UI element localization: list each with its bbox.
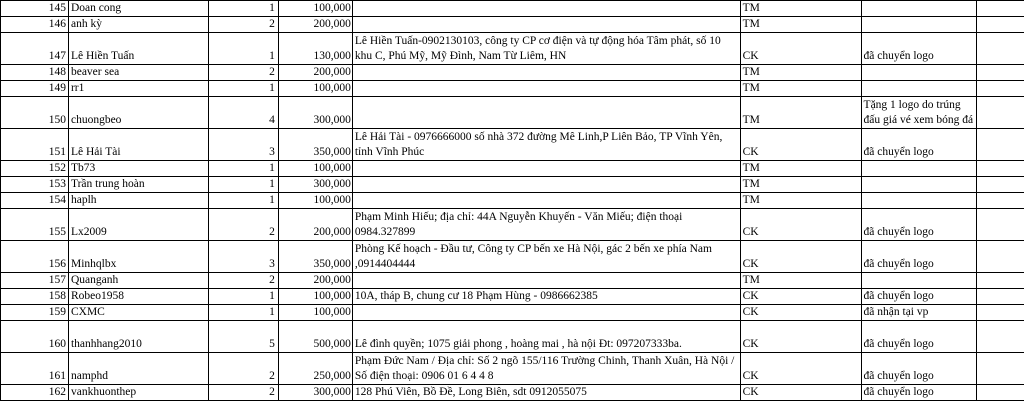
cell-customer-name[interactable]: namphd bbox=[68, 353, 208, 385]
cell-amount[interactable]: 100,000 bbox=[278, 161, 352, 177]
cell-customer-name[interactable]: Tb73 bbox=[68, 161, 208, 177]
cell-row-number[interactable]: 159 bbox=[1, 305, 69, 321]
cell-quantity[interactable]: 1 bbox=[208, 289, 278, 305]
table-row bbox=[1, 385, 1024, 401]
cell-empty[interactable] bbox=[977, 209, 1024, 241]
cell-empty[interactable] bbox=[977, 65, 1024, 81]
cell-amount[interactable]: 300,000 bbox=[278, 97, 352, 129]
cell-address[interactable]: Phạm Minh Hiếu; địa chỉ: 44A Nguyễn Khuyến - Văn Miếu; điện thoại 0984.327899 bbox=[352, 209, 740, 241]
cell-row-number[interactable]: 154 bbox=[1, 193, 69, 209]
table-row bbox=[1, 1, 1024, 17]
cell-customer-name[interactable]: CXMC bbox=[68, 305, 208, 321]
cell-quantity[interactable]: 4 bbox=[208, 97, 278, 129]
cell-customer-name[interactable]: Quanganh bbox=[68, 273, 208, 289]
cell-payment-method[interactable]: CK bbox=[740, 353, 861, 385]
cell-row-number[interactable]: 157 bbox=[1, 273, 69, 289]
cell-empty[interactable] bbox=[977, 273, 1024, 289]
cell-address[interactable]: Phạm Đức Nam / Địa chỉ: Số 2 ngõ 155/116 Trường Chinh, Thanh Xuân, Hà Nội / Số điện thoại: 0906 01 6 4 4 8 bbox=[352, 353, 740, 385]
cell-empty[interactable] bbox=[977, 193, 1024, 209]
cell-address[interactable] bbox=[352, 65, 740, 81]
cell-amount[interactable]: 200,000 bbox=[278, 273, 352, 289]
cell-address[interactable] bbox=[352, 97, 740, 129]
cell-empty[interactable] bbox=[977, 81, 1024, 97]
cell-quantity[interactable]: 1 bbox=[208, 81, 278, 97]
cell-customer-name[interactable]: Doan cong bbox=[68, 1, 208, 17]
cell-row-number[interactable]: 151 bbox=[1, 129, 69, 161]
cell-note[interactable] bbox=[861, 65, 977, 81]
cell-payment-method[interactable]: CK bbox=[740, 289, 861, 305]
cell-empty[interactable] bbox=[977, 97, 1024, 129]
cell-address[interactable] bbox=[352, 193, 740, 209]
cell-amount[interactable]: 300,000 bbox=[278, 177, 352, 193]
cell-quantity[interactable]: 2 bbox=[208, 17, 278, 33]
table-row bbox=[1, 129, 1024, 161]
cell-row-number[interactable]: 160 bbox=[1, 321, 69, 353]
cell-amount[interactable]: 100,000 bbox=[278, 193, 352, 209]
cell-amount[interactable]: 200,000 bbox=[278, 17, 352, 33]
cell-address[interactable]: Lê Hải Tài - 0976666000 số nhà 372 đường Mê Linh,P Liên Bảo, TP Vĩnh Yên, tỉnh Vĩnh Phúc bbox=[352, 129, 740, 161]
cell-note[interactable] bbox=[861, 193, 977, 209]
cell-payment-method[interactable]: TM bbox=[740, 273, 861, 289]
cell-note[interactable]: đã chuyển logo bbox=[861, 385, 977, 401]
table-row bbox=[1, 273, 1024, 289]
cell-empty[interactable] bbox=[977, 241, 1024, 273]
table-row bbox=[1, 209, 1024, 241]
cell-quantity[interactable]: 2 bbox=[208, 209, 278, 241]
table-row bbox=[1, 353, 1024, 385]
cell-amount[interactable]: 100,000 bbox=[278, 81, 352, 97]
cell-note[interactable]: đã chuyển logo bbox=[861, 321, 977, 353]
cell-amount[interactable]: 250,000 bbox=[278, 353, 352, 385]
cell-row-number[interactable]: 162 bbox=[1, 385, 69, 401]
cell-note[interactable] bbox=[861, 177, 977, 193]
cell-payment-method[interactable]: TM bbox=[740, 81, 861, 97]
cell-note[interactable]: đã nhận tại vp bbox=[861, 305, 977, 321]
cell-note[interactable] bbox=[861, 161, 977, 177]
cell-note[interactable]: đã chuyển logo bbox=[861, 289, 977, 305]
cell-customer-name[interactable]: thanhhang2010 bbox=[68, 321, 208, 353]
cell-note[interactable]: đã chuyển logo bbox=[861, 209, 977, 241]
cell-amount[interactable]: 130,000 bbox=[278, 33, 352, 65]
cell-customer-name[interactable]: Lê Hải Tài bbox=[68, 129, 208, 161]
table-row bbox=[1, 289, 1024, 305]
table-row bbox=[1, 241, 1024, 273]
cell-note[interactable] bbox=[861, 1, 977, 17]
cell-quantity[interactable]: 3 bbox=[208, 129, 278, 161]
cell-note[interactable]: đã chuyển logo bbox=[861, 353, 977, 385]
cell-note[interactable] bbox=[861, 17, 977, 33]
cell-empty[interactable] bbox=[977, 33, 1024, 65]
cell-customer-name[interactable]: Trần trung hoàn bbox=[68, 177, 208, 193]
cell-quantity[interactable]: 1 bbox=[208, 161, 278, 177]
cell-payment-method[interactable]: TM bbox=[740, 97, 861, 129]
spreadsheet-body bbox=[1, 1, 1024, 401]
cell-amount[interactable]: 300,000 bbox=[278, 385, 352, 401]
cell-address[interactable]: 128 Phú Viên, Bồ Đề, Long Biên, sdt 0912055075 bbox=[352, 385, 740, 401]
table-row bbox=[1, 97, 1024, 129]
cell-address[interactable] bbox=[352, 305, 740, 321]
cell-payment-method[interactable]: TM bbox=[740, 1, 861, 17]
cell-quantity[interactable]: 1 bbox=[208, 177, 278, 193]
cell-row-number[interactable]: 145 bbox=[1, 1, 69, 17]
cell-quantity[interactable]: 1 bbox=[208, 305, 278, 321]
cell-note[interactable]: đã chuyển logo bbox=[861, 129, 977, 161]
cell-address[interactable]: Lê Hiền Tuấn-0902130103, công ty CP cơ điện và tự động hóa Tâm phát, số 10 khu C, Phú Mỹ, Mỹ Đình, Nam Từ Liêm, HN bbox=[352, 33, 740, 65]
cell-quantity[interactable]: 5 bbox=[208, 321, 278, 353]
cell-empty[interactable] bbox=[977, 177, 1024, 193]
cell-payment-method[interactable]: TM bbox=[740, 17, 861, 33]
cell-note[interactable]: Tặng 1 logo do trúng đấu giá vé xem bóng đá bbox=[861, 97, 977, 129]
cell-empty[interactable] bbox=[977, 385, 1024, 401]
cell-customer-name[interactable]: rr1 bbox=[68, 81, 208, 97]
cell-amount[interactable]: 500,000 bbox=[278, 321, 352, 353]
cell-payment-method[interactable]: TM bbox=[740, 65, 861, 81]
cell-row-number[interactable]: 155 bbox=[1, 209, 69, 241]
cell-customer-name[interactable]: beaver sea bbox=[68, 65, 208, 81]
cell-quantity[interactable]: 1 bbox=[208, 193, 278, 209]
cell-empty[interactable] bbox=[977, 129, 1024, 161]
cell-quantity[interactable]: 1 bbox=[208, 33, 278, 65]
cell-row-number[interactable]: 150 bbox=[1, 97, 69, 129]
cell-address[interactable] bbox=[352, 177, 740, 193]
cell-quantity[interactable]: 2 bbox=[208, 385, 278, 401]
cell-row-number[interactable]: 147 bbox=[1, 33, 69, 65]
cell-note[interactable]: đã chuyển logo bbox=[861, 33, 977, 65]
cell-row-number[interactable]: 146 bbox=[1, 17, 69, 33]
cell-payment-method[interactable]: CK bbox=[740, 33, 861, 65]
cell-customer-name[interactable]: chuongbeo bbox=[68, 97, 208, 129]
cell-address[interactable] bbox=[352, 1, 740, 17]
cell-row-number[interactable]: 158 bbox=[1, 289, 69, 305]
cell-amount[interactable]: 350,000 bbox=[278, 241, 352, 273]
cell-empty[interactable] bbox=[977, 305, 1024, 321]
cell-address[interactable] bbox=[352, 81, 740, 97]
cell-payment-method[interactable]: TM bbox=[740, 177, 861, 193]
cell-empty[interactable] bbox=[977, 161, 1024, 177]
table-row bbox=[1, 177, 1024, 193]
cell-address[interactable] bbox=[352, 273, 740, 289]
cell-row-number[interactable]: 161 bbox=[1, 353, 69, 385]
cell-address[interactable] bbox=[352, 17, 740, 33]
cell-quantity[interactable]: 3 bbox=[208, 241, 278, 273]
cell-empty[interactable] bbox=[977, 321, 1024, 353]
cell-payment-method[interactable]: TM bbox=[740, 161, 861, 177]
cell-customer-name[interactable]: anh kỳ bbox=[68, 17, 208, 33]
cell-note[interactable] bbox=[861, 81, 977, 97]
cell-row-number[interactable]: 153 bbox=[1, 177, 69, 193]
cell-empty[interactable] bbox=[977, 1, 1024, 17]
cell-customer-name[interactable]: Robeo1958 bbox=[68, 289, 208, 305]
table-row bbox=[1, 33, 1024, 65]
cell-payment-method[interactable]: CK bbox=[740, 129, 861, 161]
cell-quantity[interactable]: 1 bbox=[208, 1, 278, 17]
cell-customer-name[interactable]: Lê Hiền Tuấn bbox=[68, 33, 208, 65]
cell-payment-method[interactable]: CK bbox=[740, 305, 861, 321]
table-row bbox=[1, 161, 1024, 177]
cell-address[interactable]: Phòng Kế hoạch - Đầu tư, Công ty CP bến xe Hà Nội, gác 2 bến xe phía Nam ,0914404444 bbox=[352, 241, 740, 273]
table-row bbox=[1, 17, 1024, 33]
cell-amount[interactable]: 350,000 bbox=[278, 129, 352, 161]
cell-row-number[interactable]: 152 bbox=[1, 161, 69, 177]
cell-quantity[interactable]: 2 bbox=[208, 65, 278, 81]
cell-customer-name[interactable]: vankhuonthep bbox=[68, 385, 208, 401]
cell-quantity[interactable]: 2 bbox=[208, 353, 278, 385]
cell-address[interactable]: 10A, tháp B, chung cư 18 Phạm Hùng - 0986662385 bbox=[352, 289, 740, 305]
cell-address[interactable] bbox=[352, 161, 740, 177]
cell-amount[interactable]: 100,000 bbox=[278, 305, 352, 321]
table-row bbox=[1, 81, 1024, 97]
cell-customer-name[interactable]: Minhqlbx bbox=[68, 241, 208, 273]
cell-payment-method[interactable]: TM bbox=[740, 193, 861, 209]
cell-amount[interactable]: 200,000 bbox=[278, 65, 352, 81]
cell-empty[interactable] bbox=[977, 353, 1024, 385]
cell-note[interactable]: đã chuyển logo bbox=[861, 241, 977, 273]
cell-amount[interactable]: 200,000 bbox=[278, 209, 352, 241]
cell-customer-name[interactable]: haplh bbox=[68, 193, 208, 209]
cell-row-number[interactable]: 156 bbox=[1, 241, 69, 273]
table-row bbox=[1, 321, 1024, 353]
cell-empty[interactable] bbox=[977, 289, 1024, 305]
cell-address[interactable]: Lê đình quyền; 1075 giải phong , hoàng mai , hà nội Đt: 097207333ba. bbox=[352, 321, 740, 353]
cell-note[interactable] bbox=[861, 273, 977, 289]
cell-empty[interactable] bbox=[977, 17, 1024, 33]
cell-row-number[interactable]: 148 bbox=[1, 65, 69, 81]
table-row bbox=[1, 193, 1024, 209]
cell-customer-name[interactable]: Lx2009 bbox=[68, 209, 208, 241]
cell-quantity[interactable]: 2 bbox=[208, 273, 278, 289]
cell-payment-method[interactable]: CK bbox=[740, 209, 861, 241]
table-row bbox=[1, 305, 1024, 321]
cell-payment-method[interactable]: CK bbox=[740, 385, 861, 401]
cell-payment-method[interactable]: CK bbox=[740, 321, 861, 353]
cell-payment-method[interactable]: CK bbox=[740, 241, 861, 273]
table-row bbox=[1, 65, 1024, 81]
cell-amount[interactable]: 100,000 bbox=[278, 1, 352, 17]
cell-row-number[interactable]: 149 bbox=[1, 81, 69, 97]
cell-amount[interactable]: 100,000 bbox=[278, 289, 352, 305]
